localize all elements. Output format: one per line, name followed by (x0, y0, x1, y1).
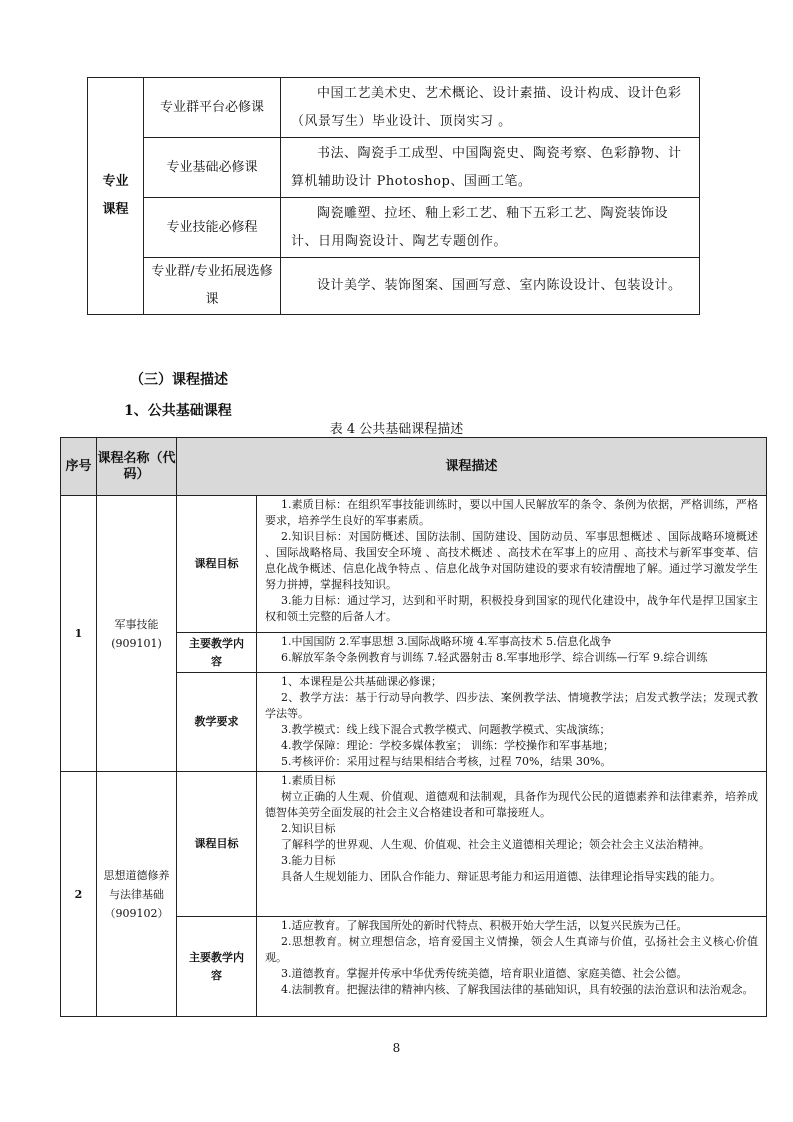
course-name: 思想道德修养与法律基础（909102） (97, 772, 177, 1017)
section-label: 主要教学内容 (177, 633, 257, 673)
section-label: 课程目标 (177, 772, 257, 917)
category-line-1: 专业 (102, 174, 129, 189)
content-paragraph: 3.能力目标 (281, 854, 336, 867)
course-type: 专业群平台必修课 (144, 78, 281, 138)
header-name: 课程名称（代码） (97, 438, 177, 496)
content-paragraph: 1.素质目标 (281, 774, 336, 787)
content-paragraph: 4.教学保障：理论：学校多媒体教室； 训练：学校操作和军事基地； (281, 739, 614, 752)
content-paragraph: 了解科学的世界观、人生观、价值观、社会主义道德相关理论；领会社会主义法治精神。 (281, 838, 710, 851)
content-paragraph: 5.考核评价：采用过程与结果相结合考核，过程 70%，结果 30%。 (281, 755, 612, 768)
course-list: 中国工艺美术史、艺术概论、设计素描、设计构成、设计色彩（风景写生）毕业设计、顶岗实习 。 (281, 78, 700, 138)
content-paragraph: 1.素质目标：在组织军事技能训练时，要以中国人民解放军的条令、条例为依据，严格训练，严格要求，培养学生良好的军事素质。 (265, 498, 759, 527)
table-caption: 表 4 公共基础课程描述 (329, 422, 464, 437)
section-label: 教学要求 (177, 673, 257, 772)
category-line-2: 课程 (102, 202, 129, 217)
course-type: 专业技能必修程 (144, 198, 281, 258)
category-cell (88, 78, 144, 315)
section-content (257, 496, 767, 633)
course-name: 军事技能(909101) (97, 496, 177, 772)
content-paragraph: 1、本课程是公共基础课必修课； (281, 675, 442, 688)
section-label: 课程目标 (177, 496, 257, 633)
content-paragraph: 2、教学方法：基于行动导向教学、四步法、案例教学法、情境教学法；启发式教学法；发现式教学法等。 (265, 691, 759, 720)
header-desc: 课程描述 (177, 438, 767, 496)
content-paragraph: 2.知识目标：对国防概述、国防法制、国防建设、国防动员、军事思想概述 、国际战略环境概述 、国际战略格局、我国安全环境 、高技术概述 、高技术在军事上的应用 、高技术与新军事变革、信息化战争概述、信息化战争特点 、信息化战争对国防建设的要求有较清醒地了解。通过学习激发学生努力拼搏，掌握科技知识。 (265, 530, 759, 591)
content-paragraph: 4.法制教育。把握法律的精神内核、了解我国法律的基础知识，具有较强的法治意识和法治观念。 (281, 983, 754, 996)
course-seq: 1 (61, 496, 97, 772)
section-content (257, 917, 767, 1017)
header-seq: 序号 (61, 438, 97, 496)
section-label: 主要教学内容 (177, 917, 257, 1017)
course-list: 陶瓷雕塑、拉坯、釉上彩工艺、釉下五彩工艺、陶瓷装饰设计、日用陶瓷设计、陶艺专题创作。 (281, 198, 700, 258)
sub-heading: 1、公共基础课程 (124, 403, 232, 419)
content-paragraph: 具备人生规划能力、团队合作能力、辩证思考能力和运用道德、法律理论指导实践的能力。 (281, 870, 721, 883)
content-paragraph: 1.适应教育。了解我国所处的新时代特点、积极开始大学生活，以复兴民族为己任。 (281, 919, 688, 932)
course-type: 专业群/专业拓展选修课 (144, 258, 281, 315)
content-paragraph: 3.道德教育。掌握并传承中华优秀传统美德，培育职业道德、家庭美德、社会公德。 (281, 967, 688, 980)
course-list: 书法、陶瓷手工成型、中国陶瓷史、陶瓷考察、色彩静物、计算机辅助设计 Photoshop、国画工笔。 (281, 138, 700, 198)
page-number: 8 (392, 1041, 401, 1055)
section-content (257, 633, 767, 673)
content-paragraph: 树立正确的人生观、价值观、道德观和法制观，具备作为现代公民的道德素养和法律素养，培养成德智体美劳全面发展的社会主义合格建设者和可靠接班人。 (265, 790, 759, 819)
content-paragraph: 2.知识目标 (281, 822, 336, 835)
section-heading: （三）课程描述 (130, 372, 228, 388)
major-courses-table (87, 77, 700, 315)
content-paragraph: 2.思想教育。树立理想信念，培育爱国主义情操，领会人生真谛与价值，弘扬社会主义核心价值观。 (265, 935, 759, 964)
content-paragraph: 6.解放军条令条例教育与训练 7.轻武器射击 8.军事地形学、综合训练—行军 9.综合训练 (281, 651, 708, 664)
course-type: 专业基础必修课 (144, 138, 281, 198)
public-courses-table (60, 437, 767, 1017)
content-paragraph: 1.中国国防 2.军事思想 3.国际战略环境 4.军事高技术 5.信息化战争 (281, 635, 612, 648)
content-paragraph: 3.教学模式：线上线下混合式教学模式、问题教学模式、实战演练； (281, 723, 611, 736)
course-seq: 2 (61, 772, 97, 1017)
section-content (257, 772, 767, 917)
content-paragraph: 3.能力目标：通过学习，达到和平时期，积极投身到国家的现代化建设中，战争年代是捍卫国家主权和领土完整的后备人才。 (265, 594, 759, 623)
section-content (257, 673, 767, 772)
course-list: 设计美学、装饰图案、国画写意、室内陈设设计、包装设计。 (281, 258, 700, 315)
